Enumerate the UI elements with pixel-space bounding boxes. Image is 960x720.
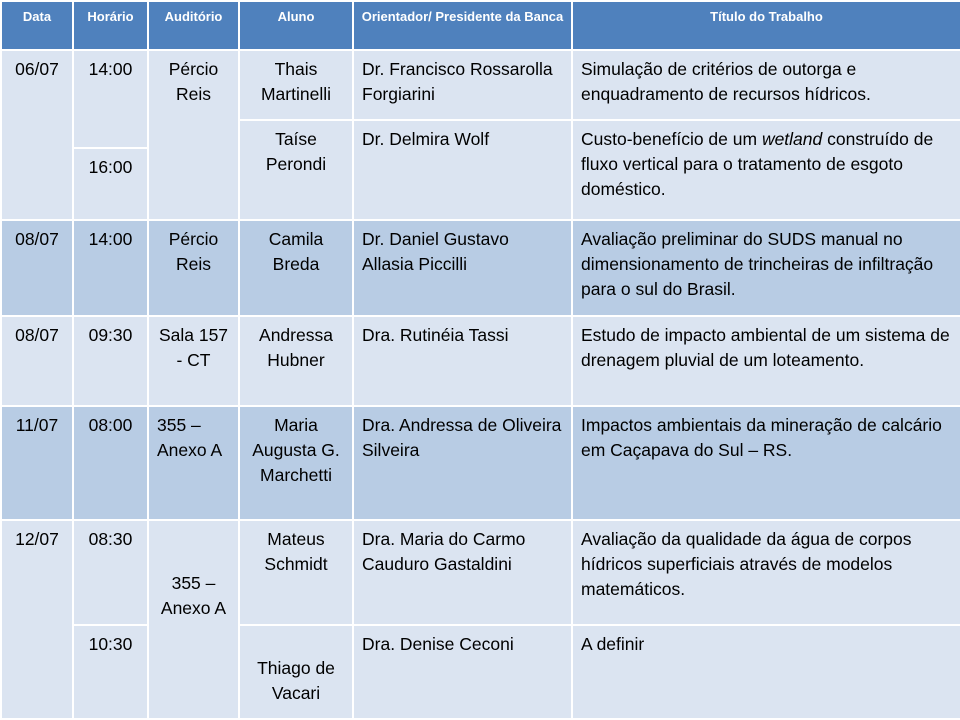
student-cell: Thiago de Vacari — [239, 625, 353, 719]
title-text: Custo-benefício de um — [581, 129, 762, 150]
title-emphasis: wetland — [761, 129, 823, 150]
table-row — [1, 316, 960, 406]
title-cell: Avaliação preliminar do SUDS manual no dimensionamento de trincheiras de infiltração para o sul do Brasil. — [572, 220, 960, 316]
date-cell: 08/07 — [1, 220, 73, 316]
student-cell: Thais Martinelli — [239, 50, 353, 120]
advisor-cell: Dr. Delmira Wolf — [353, 120, 572, 219]
auditorium-cell: Pércio Reis — [148, 50, 239, 219]
time-cell: 08:30 — [73, 520, 148, 624]
date-cell: 11/07 — [1, 406, 73, 520]
advisor-cell: Dra. Maria do Carmo Cauduro Gastaldini — [353, 520, 572, 624]
title-cell: Simulação de critérios de outorga e enquadramento de recursos hídricos. — [572, 50, 960, 120]
table-row — [1, 520, 960, 624]
advisor-cell: Dra. Denise Ceconi — [353, 625, 572, 719]
auditorium-cell: 355 – Anexo A — [148, 406, 239, 520]
time-cell: 16:00 — [73, 148, 148, 219]
student-cell: Mateus Schmidt — [239, 520, 353, 624]
time-cell: 10:30 — [73, 625, 148, 719]
advisor-cell: Dr. Francisco Rossarolla Forgiarini — [353, 50, 572, 120]
time-cell: 14:00 — [73, 220, 148, 316]
time-cell: 14:00 — [73, 50, 148, 148]
header-horario: Horário — [73, 1, 148, 50]
table-row — [1, 220, 960, 316]
header-data: Data — [1, 1, 73, 50]
header-orientador: Orientador/ Presidente da Banca — [353, 1, 572, 50]
date-cell: 12/07 — [1, 520, 73, 719]
header-titulo: Título do Trabalho — [572, 1, 960, 50]
title-cell: Impactos ambientais da mineração de calcário em Caçapava do Sul – RS. — [572, 406, 960, 520]
auditorium-cell: Pércio Reis — [148, 220, 239, 316]
time-cell: 09:30 — [73, 316, 148, 406]
title-cell — [572, 120, 960, 219]
date-cell: 08/07 — [1, 316, 73, 406]
date-cell: 06/07 — [1, 50, 73, 219]
title-cell: Estudo de impacto ambiental de um sistema de drenagem pluvial de um loteamento. — [572, 316, 960, 406]
header-auditorio: Auditório — [148, 1, 239, 50]
table-row — [1, 406, 960, 520]
title-cell: A definir — [572, 625, 960, 719]
title-cell: Avaliação da qualidade da água de corpos hídricos superficiais através de modelos matemáticos. — [572, 520, 960, 624]
student-cell: Taíse Perondi — [239, 120, 353, 219]
title-text: construído de fluxo vertical para o tratamento de esgoto doméstico. — [581, 129, 934, 200]
advisor-cell: Dra. Rutinéia Tassi — [353, 316, 572, 406]
time-cell: 08:00 — [73, 406, 148, 520]
student-cell: Maria Augusta G. Marchetti — [239, 406, 353, 520]
auditorium-cell: 355 – Anexo A — [148, 520, 239, 719]
student-cell: Camila Breda — [239, 220, 353, 316]
advisor-cell: Dr. Daniel Gustavo Allasia Piccilli — [353, 220, 572, 316]
advisor-cell: Dra. Andressa de Oliveira Silveira — [353, 406, 572, 520]
header-aluno: Aluno — [239, 1, 353, 50]
header-row — [1, 1, 960, 50]
table-row — [1, 50, 960, 120]
auditorium-cell: Sala 157 - CT — [148, 316, 239, 406]
table-row — [1, 625, 960, 637]
student-cell: Andressa Hubner — [239, 316, 353, 406]
